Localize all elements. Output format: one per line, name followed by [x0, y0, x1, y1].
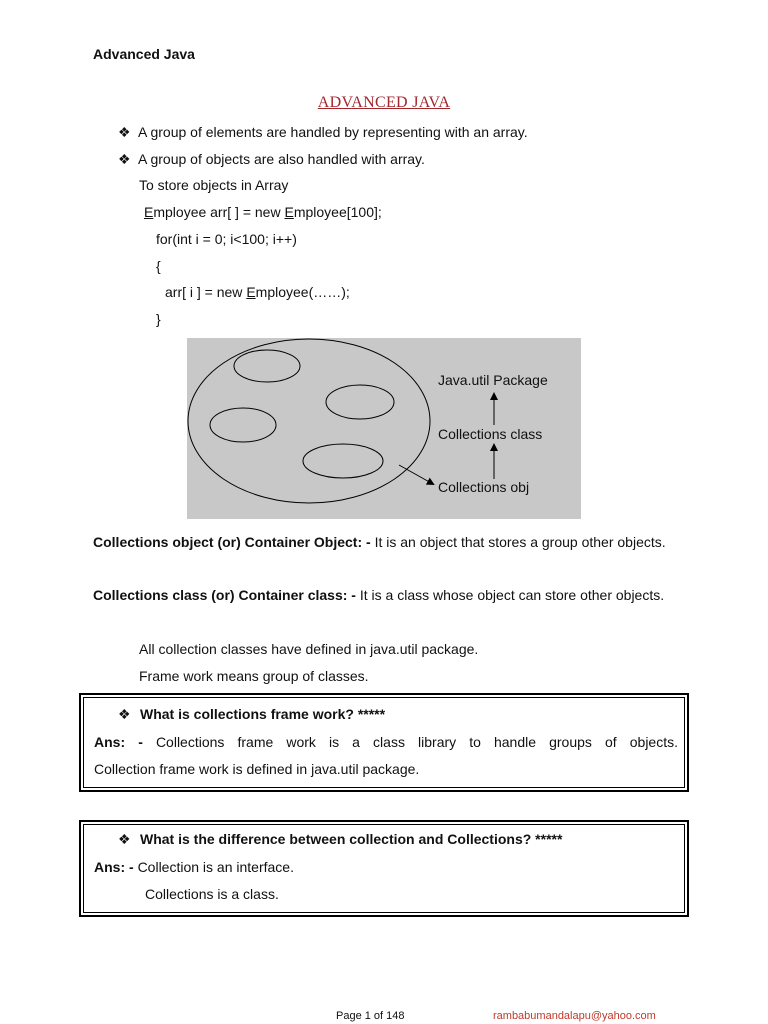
- answer-line: Collections is a class.: [145, 886, 279, 902]
- note-line: All collection classes have defined in java.util package.: [139, 641, 479, 657]
- collections-diagram: [187, 338, 581, 519]
- diagram-label-obj: Collections obj: [438, 479, 530, 495]
- code-line: {: [156, 258, 161, 274]
- diagram-label-package: Java.util Package: [438, 372, 548, 388]
- object-ellipse: [234, 350, 300, 382]
- bullet-text: A group of objects are also handled with array.: [138, 151, 425, 167]
- page-number: Page 1 of 148: [336, 1010, 405, 1022]
- answer-line: Ans: - Collections frame work is a class library to handle groups of objects.: [94, 734, 678, 750]
- arrow-to-obj: [399, 465, 433, 484]
- diamond-bullet-icon: ❖: [118, 151, 131, 167]
- definition-paragraph: Collections class (or) Container class: - It is a class whose object can store other objects.: [93, 587, 665, 603]
- qa-box: [79, 693, 689, 792]
- author-email: rambabumandalapu@yahoo.com: [493, 1010, 656, 1022]
- bullet-item: [118, 151, 425, 168]
- collection-ellipse: [188, 339, 430, 503]
- running-header: Advanced Java: [93, 46, 195, 62]
- object-ellipse: [303, 444, 383, 478]
- diamond-bullet-icon: ❖: [118, 831, 131, 847]
- code-line: }: [156, 311, 161, 327]
- question: ❖ What is collections frame work? *****: [118, 706, 386, 722]
- answer-line: Collection frame work is defined in java.util package.: [94, 761, 420, 777]
- object-ellipse: [210, 408, 276, 442]
- code-intro: To store objects in Array: [139, 177, 289, 193]
- diamond-bullet-icon: ❖: [118, 706, 131, 722]
- qa-box: [79, 820, 689, 917]
- bullet-text: A group of elements are handled by representing with an array.: [138, 124, 528, 140]
- answer-line: Ans: - Collection is an interface.: [94, 859, 294, 875]
- code-line: arr[ i ] = new Employee(……);: [165, 284, 350, 300]
- definition-term: Collections object (or) Container Object: -: [93, 534, 375, 550]
- diagram-label-class: Collections class: [438, 426, 543, 442]
- code-line: Employee arr[ ] = new Employee[100];: [144, 204, 382, 220]
- object-ellipse: [326, 385, 394, 419]
- definition-paragraph: Collections object (or) Container Object: - It is an object that stores a group other objects.: [93, 534, 666, 550]
- note-line: Frame work means group of classes.: [139, 668, 369, 684]
- diamond-bullet-icon: ❖: [118, 124, 131, 140]
- definition-term: Collections class (or) Container class: -: [93, 587, 360, 603]
- page-title: ADVANCED JAVA: [317, 94, 451, 111]
- code-line: for(int i = 0; i<100; i++): [156, 231, 297, 247]
- question: ❖ What is the difference between collection and Collections? *****: [118, 831, 563, 847]
- bullet-item: [118, 124, 528, 141]
